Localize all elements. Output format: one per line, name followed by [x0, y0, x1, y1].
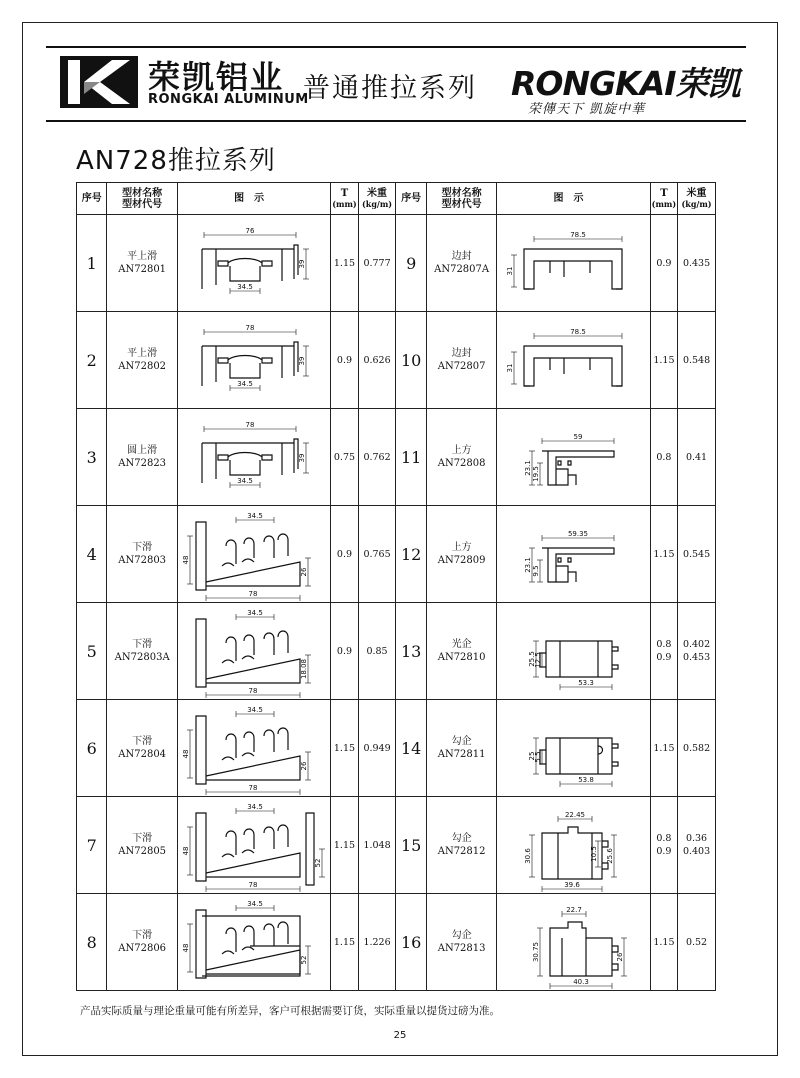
- row-number: 8: [77, 894, 107, 991]
- dimension-label: 30.6: [523, 848, 532, 864]
- thickness-value: 1.15: [331, 215, 358, 312]
- dimension-label: 39: [298, 453, 307, 463]
- profile-section-drawing: [182, 603, 326, 699]
- rongkai-slogan: 荣傳天下 凱旋中華: [528, 102, 646, 117]
- dimension-label: 31: [505, 266, 514, 276]
- weight-value: 0.402 0.453: [678, 603, 716, 700]
- dimension-label: 39.6: [563, 881, 580, 889]
- thickness-value: 0.9: [650, 215, 677, 312]
- thickness-value: 0.75: [331, 409, 358, 506]
- profile-name: 勾企 AN72812: [426, 797, 496, 894]
- dimension-label: 48: [182, 555, 191, 565]
- profile-section-drawing: [502, 894, 646, 990]
- thickness-value: 0.8 0.9: [650, 797, 677, 894]
- table-row: [77, 797, 716, 894]
- table-row: [77, 506, 716, 603]
- profile-section-drawing: [182, 312, 326, 408]
- profile-section-drawing: [182, 894, 326, 990]
- dimension-label: 26: [300, 761, 309, 771]
- thickness-value: 1.15: [650, 894, 677, 991]
- profile-figure: [177, 894, 330, 991]
- dimension-label: 23.1: [523, 460, 532, 476]
- profile-section-drawing: [502, 603, 646, 699]
- profile-name: 平上滑 AN72802: [107, 312, 177, 409]
- weight-value: 0.626: [358, 312, 396, 409]
- dimension-label: 78.5: [569, 328, 586, 336]
- col-seq: 序号: [77, 183, 107, 215]
- profile-figure: [497, 700, 650, 797]
- row-number: 1: [77, 215, 107, 312]
- profile-name: 下滑 AN72804: [107, 700, 177, 797]
- profile-figure: [497, 603, 650, 700]
- dimension-label: 39: [298, 356, 307, 366]
- profile-name: 勾企 AN72811: [426, 700, 496, 797]
- weight-value: 0.762: [358, 409, 396, 506]
- profile-name: 上方 AN72808: [426, 409, 496, 506]
- profile-figure: [177, 797, 330, 894]
- dimension-label: 25.6: [605, 848, 614, 864]
- row-number: 3: [77, 409, 107, 506]
- row-number: 9: [396, 215, 426, 312]
- profile-figure: [177, 312, 330, 409]
- dimension-label: 12.5: [533, 652, 542, 668]
- row-number: 5: [77, 603, 107, 700]
- dimension-label: 78: [245, 324, 255, 332]
- profile-name: 上方 AN72809: [426, 506, 496, 603]
- dimension-label: 52: [314, 858, 323, 868]
- dimension-label: 76: [245, 227, 255, 235]
- row-number: 10: [396, 312, 426, 409]
- profile-section-drawing: [182, 797, 326, 893]
- col-thickness: T (mm): [331, 183, 358, 215]
- row-number: 14: [396, 700, 426, 797]
- page-number: 25: [393, 1030, 407, 1041]
- dimension-label: 31: [505, 363, 514, 373]
- row-number: 16: [396, 894, 426, 991]
- dimension-label: 48: [182, 943, 191, 953]
- dimension-label: 78: [248, 881, 258, 889]
- thickness-value: 0.8: [650, 409, 677, 506]
- profile-name: 勾企 AN72813: [426, 894, 496, 991]
- dimension-label: 39: [298, 259, 307, 269]
- table-header-row: [77, 183, 716, 215]
- dimension-label: 40.3: [572, 978, 589, 986]
- dimension-label: 34.5: [247, 706, 263, 714]
- profile-figure: [497, 894, 650, 991]
- dimension-label: 78: [248, 687, 258, 695]
- profile-name: 圆上滑 AN72823: [107, 409, 177, 506]
- row-number: 2: [77, 312, 107, 409]
- thickness-value: 1.15: [331, 700, 358, 797]
- dimension-label: 25: [527, 751, 536, 761]
- dimension-label: 59: [573, 433, 583, 441]
- weight-value: 0.41: [678, 409, 716, 506]
- weight-value: 0.36 0.403: [678, 797, 716, 894]
- rongkai-logo-icon: [60, 56, 138, 108]
- profile-figure: [497, 506, 650, 603]
- profile-figure: [177, 409, 330, 506]
- col-seq: 序号: [396, 183, 426, 215]
- table-row: [77, 312, 716, 409]
- row-number: 12: [396, 506, 426, 603]
- profile-section-drawing: [502, 312, 646, 408]
- table-row: [77, 603, 716, 700]
- profile-name: 下滑 AN72803A: [107, 603, 177, 700]
- table-row: [77, 894, 716, 991]
- brand-name-cn: 荣凯铝业: [148, 58, 285, 96]
- dimension-label: 22.45: [564, 811, 585, 819]
- profile-section-drawing: [502, 700, 646, 796]
- profile-name: 边封 AN72807A: [426, 215, 496, 312]
- weight-value: 0.582: [678, 700, 716, 797]
- dimension-label: 53.3: [577, 679, 594, 687]
- col-weight: 米重 (kg/m): [358, 183, 396, 215]
- col-thickness: T (mm): [650, 183, 677, 215]
- weight-value: 0.52: [678, 894, 716, 991]
- header-top-rule: [46, 46, 746, 48]
- thickness-value: 0.8 0.9: [650, 603, 677, 700]
- table-row: [77, 215, 716, 312]
- dimension-label: 9.5: [531, 565, 540, 577]
- profile-figure: [497, 409, 650, 506]
- weight-value: 0.777: [358, 215, 396, 312]
- weight-value: 0.949: [358, 700, 396, 797]
- profile-section-drawing: [182, 700, 326, 796]
- profile-figure: [177, 506, 330, 603]
- row-number: 4: [77, 506, 107, 603]
- profile-figure: [177, 215, 330, 312]
- dimension-label: 48: [182, 749, 191, 759]
- series-title: 普通推拉系列: [303, 73, 477, 104]
- profile-section-drawing: [182, 506, 326, 602]
- dimension-label: 78: [245, 421, 255, 429]
- weight-value: 0.548: [678, 312, 716, 409]
- dimension-label: 34.5: [247, 900, 263, 908]
- thickness-value: 1.15: [650, 506, 677, 603]
- table-row: [77, 409, 716, 506]
- weight-value: 0.765: [358, 506, 396, 603]
- thickness-value: 1.15: [331, 894, 358, 991]
- weight-value: 1.048: [358, 797, 396, 894]
- profile-name: 下滑 AN72803: [107, 506, 177, 603]
- profile-name: 下滑 AN72805: [107, 797, 177, 894]
- dimension-label: 22.7: [565, 906, 582, 914]
- dimension-label: 25.5: [527, 651, 536, 667]
- dimension-label: 53.8: [577, 776, 594, 784]
- dimension-label: 26: [615, 952, 624, 962]
- dimension-label: 18.08: [300, 658, 309, 680]
- dimension-label: 34.5: [237, 477, 253, 485]
- dimension-label: 19.5: [531, 466, 540, 482]
- footnote: 产品实际质量与理论重量可能有所差异，客户可根据需要订货，实际重量以提货过磅为准。: [80, 1005, 500, 1017]
- weight-value: 0.435: [678, 215, 716, 312]
- thickness-value: 0.9: [331, 506, 358, 603]
- row-number: 6: [77, 700, 107, 797]
- dimension-label: 34.5: [247, 803, 263, 811]
- dimension-label: 23.1: [523, 557, 532, 573]
- rongkai-wordmark: RONGKAI荣凯: [511, 64, 740, 103]
- row-number: 7: [77, 797, 107, 894]
- col-figure: 图示: [177, 183, 330, 215]
- profile-section-drawing: [182, 409, 326, 505]
- dimension-label: 34.5: [237, 283, 253, 291]
- thickness-value: 1.15: [650, 700, 677, 797]
- dimension-label: 78: [248, 590, 258, 598]
- profile-section-drawing: [502, 409, 646, 505]
- dimension-label: 52: [300, 955, 309, 965]
- dimension-label: 78: [248, 784, 258, 792]
- thickness-value: 1.15: [650, 312, 677, 409]
- profile-figure: [497, 215, 650, 312]
- profile-section-drawing: [502, 797, 646, 893]
- row-number: 15: [396, 797, 426, 894]
- weight-value: 0.85: [358, 603, 396, 700]
- profile-figure: [497, 312, 650, 409]
- profile-section-drawing: [502, 506, 646, 602]
- profile-name: 边封 AN72807: [426, 312, 496, 409]
- brand-name-en: RONGKAI ALUMINUM: [148, 92, 309, 107]
- thickness-value: 1.15: [331, 797, 358, 894]
- weight-value: 0.545: [678, 506, 716, 603]
- row-number: 11: [396, 409, 426, 506]
- dimension-label: 5.5: [533, 751, 542, 763]
- page-title: AN728推拉系列: [76, 146, 276, 176]
- table-row: [77, 700, 716, 797]
- profile-figure: [497, 797, 650, 894]
- profile-name: 平上滑 AN72801: [107, 215, 177, 312]
- dimension-label: 48: [182, 846, 191, 856]
- profile-section-drawing: [182, 215, 326, 311]
- col-name: 型材名称 型材代号: [107, 183, 177, 215]
- col-figure: 图示: [497, 183, 650, 215]
- profile-figure: [177, 700, 330, 797]
- dimension-label: 26: [300, 567, 309, 577]
- dimension-label: 78.5: [569, 231, 586, 239]
- thickness-value: 0.9: [331, 603, 358, 700]
- row-number: 13: [396, 603, 426, 700]
- dimension-label: 59.35: [567, 530, 588, 538]
- thickness-value: 0.9: [331, 312, 358, 409]
- dimension-label: 30.75: [531, 941, 540, 963]
- col-weight: 米重 (kg/m): [678, 183, 716, 215]
- weight-value: 1.226: [358, 894, 396, 991]
- dimension-label: 34.5: [247, 609, 263, 617]
- dimension-label: 10.5: [589, 846, 598, 862]
- profile-name: 光企 AN72810: [426, 603, 496, 700]
- profile-spec-table: [76, 182, 716, 991]
- profile-name: 下滑 AN72806: [107, 894, 177, 991]
- profile-figure: [177, 603, 330, 700]
- dimension-label: 34.5: [237, 380, 253, 388]
- dimension-label: 34.5: [247, 512, 263, 520]
- col-name: 型材名称 型材代号: [426, 183, 496, 215]
- header-bottom-rule: [46, 120, 746, 122]
- profile-section-drawing: [502, 215, 646, 311]
